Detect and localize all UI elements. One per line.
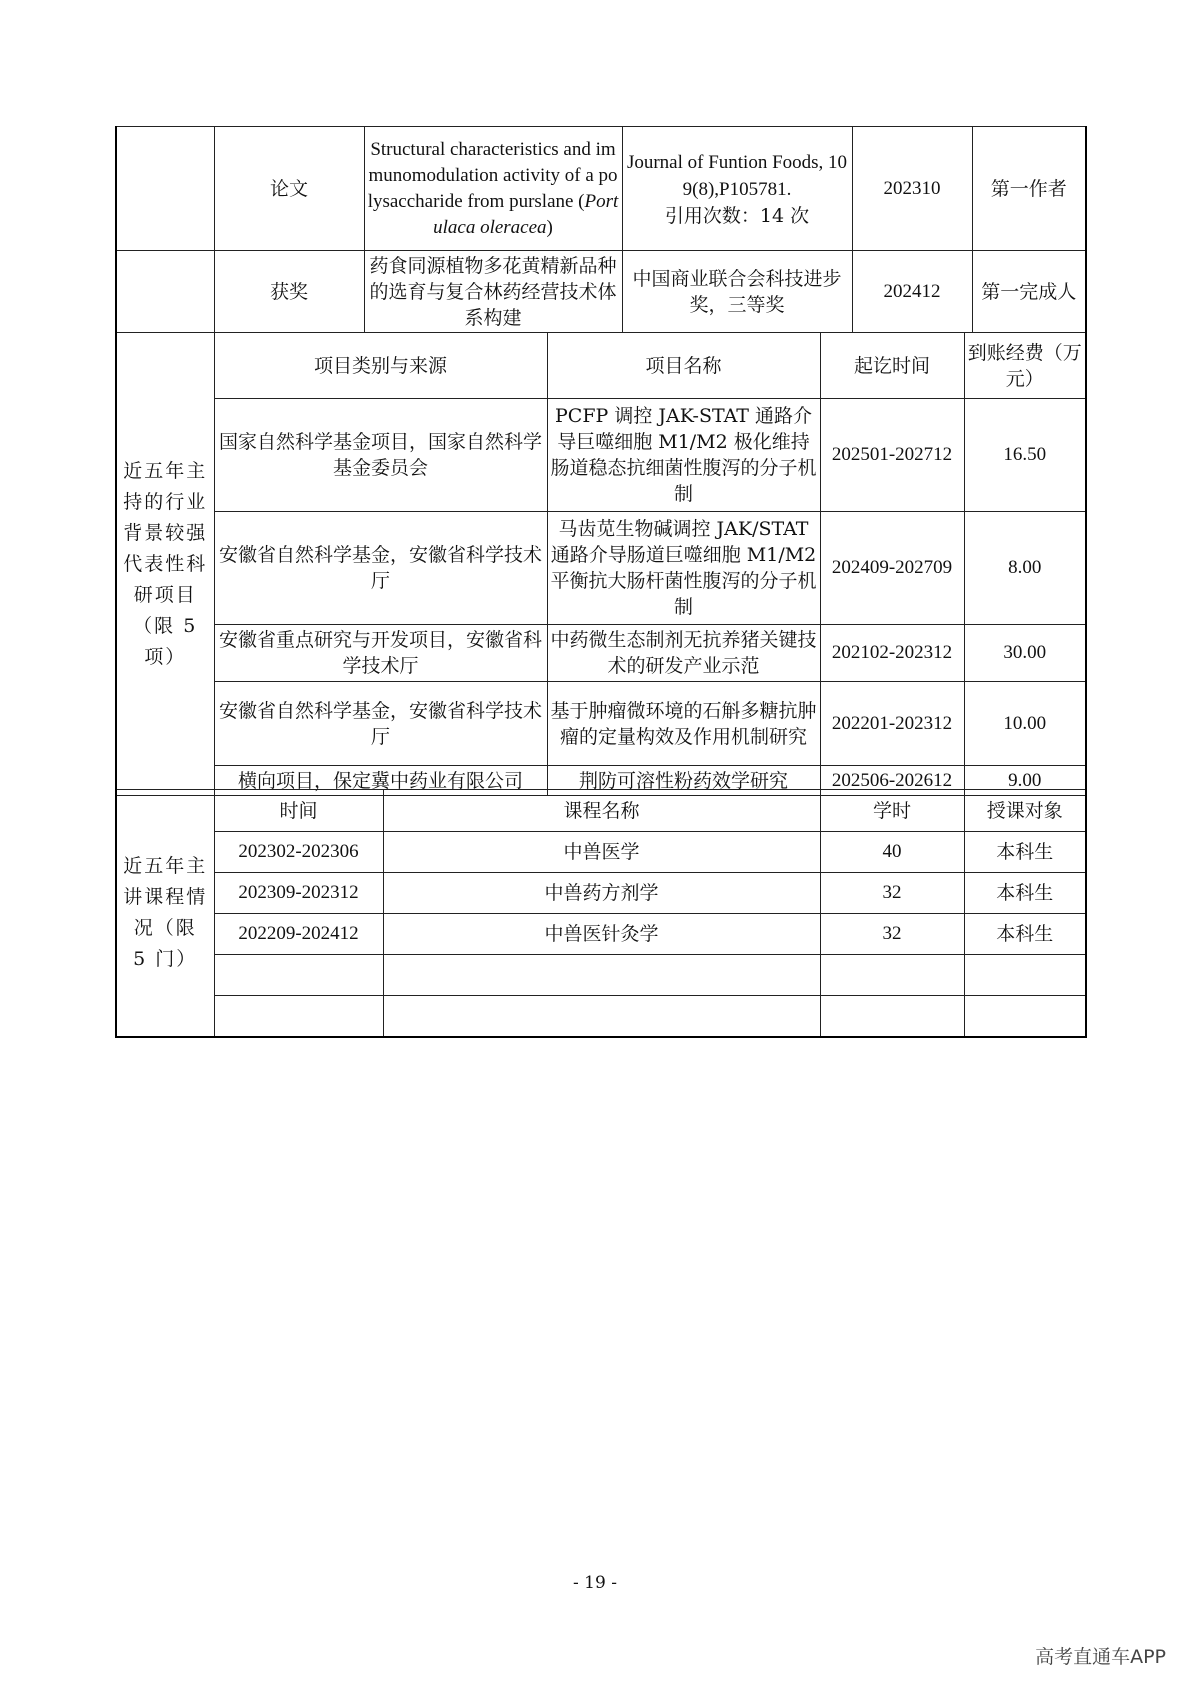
- course-name: [383, 955, 820, 996]
- project-funding: 10.00: [964, 682, 1086, 766]
- table-row: [116, 996, 1086, 1037]
- column-header: 授课对象: [964, 790, 1086, 832]
- table-row: [116, 625, 1086, 682]
- projects-table: [115, 332, 1087, 796]
- project-period: 202409-202709: [820, 512, 964, 625]
- project-source: 安徽省自然科学基金，安徽省科学技术厅: [214, 512, 547, 625]
- course-name: 中兽医针灸学: [383, 914, 820, 955]
- table-row: [116, 399, 1086, 512]
- project-name: PCFP 调控 JAK-STAT 通路介导巨噬细胞 M1/M2 极化维持肠道稳态抗细菌性腹泻的分子机制: [547, 399, 820, 512]
- project-name: 中药微生态制剂无抗养猪关键技术的研发产业示范: [547, 625, 820, 682]
- project-source: 横向项目，保定冀中药业有限公司: [214, 766, 547, 796]
- page-number: - 19 -: [573, 1573, 617, 1593]
- column-header: 学时: [820, 790, 964, 832]
- project-source: 安徽省自然科学基金，安徽省科学技术厅: [214, 682, 547, 766]
- pub-title: 药食同源植物多花黄精新品种的选育与复合林药经营技术体系构建: [364, 251, 622, 333]
- course-period: 202309-202312: [214, 873, 383, 914]
- watermark: 高考直通车APP: [1035, 1646, 1166, 1668]
- pub-date: 202310: [852, 127, 972, 251]
- course-period: [214, 955, 383, 996]
- table-row: [116, 832, 1086, 873]
- course-hours: [820, 955, 964, 996]
- course-name: 中兽药方剂学: [383, 873, 820, 914]
- pub-venue: 中国商业联合会科技进步奖，三等奖: [622, 251, 852, 333]
- project-funding: 16.50: [964, 399, 1086, 512]
- pub-venue: Journal of Funtion Foods, 109(8),P105781. 引用次数：14 次: [622, 127, 852, 251]
- table-row: [116, 512, 1086, 625]
- project-name: 基于肿瘤微环境的石斛多糖抗肿瘤的定量构效及作用机制研究: [547, 682, 820, 766]
- course-hours: [820, 996, 964, 1037]
- project-period: 202201-202312: [820, 682, 964, 766]
- table-row: [116, 955, 1086, 996]
- pub-role: 第一完成人: [972, 251, 1086, 333]
- column-header: 项目名称: [547, 333, 820, 399]
- course-audience: 本科生: [964, 832, 1086, 873]
- table-header-row: [116, 333, 1086, 399]
- column-header: 到账经费（万元）: [964, 333, 1086, 399]
- pub-type: 论文: [214, 127, 364, 251]
- project-source: 安徽省重点研究与开发项目，安徽省科学技术厅: [214, 625, 547, 682]
- table-row: [116, 873, 1086, 914]
- course-audience: 本科生: [964, 873, 1086, 914]
- project-funding: 30.00: [964, 625, 1086, 682]
- project-source: 国家自然科学基金项目，国家自然科学基金委员会: [214, 399, 547, 512]
- table-row: [116, 251, 1086, 333]
- course-period: 202302-202306: [214, 832, 383, 873]
- column-header: 起讫时间: [820, 333, 964, 399]
- publications-table: [115, 126, 1087, 333]
- column-header: 项目类别与来源: [214, 333, 547, 399]
- project-funding: 8.00: [964, 512, 1086, 625]
- projects-side-label: 近五年主持的行业背景较强代表性科研项目（限 5 项）: [116, 333, 214, 796]
- table-header-row: [116, 790, 1086, 832]
- column-header: 时间: [214, 790, 383, 832]
- course-hours: 40: [820, 832, 964, 873]
- table-row: [116, 682, 1086, 766]
- table-row: [116, 127, 1086, 251]
- course-period: 202209-202412: [214, 914, 383, 955]
- course-name: [383, 996, 820, 1037]
- course-audience: [964, 955, 1086, 996]
- course-audience: [964, 996, 1086, 1037]
- project-period: 202102-202312: [820, 625, 964, 682]
- pub-title: Structural characteristics and immunomodulation activity of a polysaccharide from purslane (Portulaca oleracea): [364, 127, 622, 251]
- courses-side-label: 近五年主讲课程情况（限 5 门）: [116, 790, 214, 1037]
- column-header: 课程名称: [383, 790, 820, 832]
- course-period: [214, 996, 383, 1037]
- project-name: 马齿苋生物碱调控 JAK/STAT 通路介导肠道巨噬细胞 M1/M2 平衡抗大肠杆菌性腹泻的分子机制: [547, 512, 820, 625]
- project-period: 202501-202712: [820, 399, 964, 512]
- table-row: [116, 914, 1086, 955]
- project-name: 荆防可溶性粉药效学研究: [547, 766, 820, 796]
- pub-role: 第一作者: [972, 127, 1086, 251]
- pub-type: 获奖: [214, 251, 364, 333]
- project-period: 202506-202612: [820, 766, 964, 796]
- pub-date: 202412: [852, 251, 972, 333]
- course-hours: 32: [820, 914, 964, 955]
- courses-table: [115, 789, 1087, 1038]
- course-audience: 本科生: [964, 914, 1086, 955]
- course-name: 中兽医学: [383, 832, 820, 873]
- project-funding: 9.00: [964, 766, 1086, 796]
- course-hours: 32: [820, 873, 964, 914]
